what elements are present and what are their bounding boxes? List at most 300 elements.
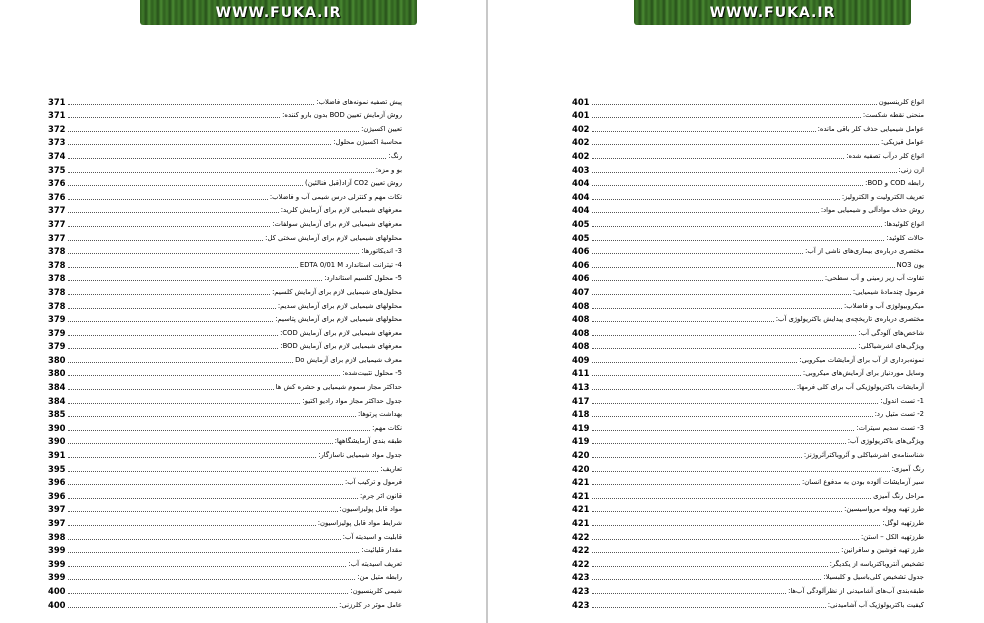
toc-page-number: 404 — [572, 178, 590, 189]
toc-leader-dots — [592, 307, 842, 309]
toc-page-number: 421 — [572, 504, 590, 515]
toc-page-number: 396 — [48, 490, 66, 501]
toc-page-number: 376 — [48, 178, 66, 189]
toc-page-number: 374 — [48, 150, 66, 161]
toc-entry-title: ویژگی‌های اشرشیاکلی: — [858, 342, 924, 351]
toc-leader-dots — [68, 225, 270, 227]
toc-page-number: 377 — [48, 218, 66, 229]
toc-entry-title: طرز تهیه فوشین و سافرانین: — [841, 546, 924, 555]
toc-entry — [48, 297, 402, 311]
toc-leader-dots — [68, 198, 268, 200]
toc-leader-dots — [68, 551, 359, 553]
toc-entry-title: طبقه بندی آزمایشگاهها: — [334, 437, 402, 446]
toc-entry-title: تعریف الکترولیت و الکترولیز: — [841, 192, 924, 201]
toc-page-number: 376 — [48, 191, 66, 202]
toc-entry-title: 5- محلول تثبیت‌شده: — [342, 369, 402, 378]
toc-entry — [572, 365, 924, 379]
toc-page-number: 400 — [48, 599, 66, 610]
toc-page-number: 405 — [572, 232, 590, 243]
toc-entry-title: آزمایشات باکتریولوژیکی آب برای کلی فرمها: — [796, 383, 924, 392]
toc-page-number: 406 — [572, 273, 590, 284]
toc-entry-title: معرفهای شیمیایی لازم برای آزمایش BOD: — [280, 342, 402, 351]
toc-entry — [48, 202, 402, 216]
toc-page-number: 399 — [48, 545, 66, 556]
toc-page-number: 379 — [48, 341, 66, 352]
toc-entry-title: تشخیص آنتروباکتریاسه از یکدیگر: — [829, 559, 924, 568]
toc-leader-dots — [68, 442, 333, 444]
toc-entry — [572, 175, 924, 189]
toc-leader-dots — [592, 524, 880, 526]
toc-leader-dots — [68, 103, 314, 105]
toc-page-number: 397 — [48, 518, 66, 528]
toc-page-number: 398 — [48, 531, 66, 542]
toc-page-number: 408 — [572, 341, 590, 352]
toc-entry — [48, 555, 402, 569]
toc-leader-dots — [592, 470, 890, 472]
toc-entry-title: پیش تصفیه نمونه‌های فاضلاب: — [316, 97, 402, 106]
toc-entry — [572, 283, 924, 297]
toc-entry — [572, 569, 924, 583]
toc-leader-dots — [68, 429, 370, 431]
toc-entry-title: 5- محلول کلسیم استاندارد: — [324, 274, 402, 283]
toc-entry-title: شناسنامه‌ی اشرشیاکلی و آئروباکتر‌آئروژنز: — [803, 451, 924, 460]
toc-entry — [572, 378, 924, 392]
toc-entry-title: مراحل رنگ آمیزی — [873, 491, 924, 500]
toc-entry-title: فرمول چندمادهٔ شیمیایی: — [852, 287, 924, 296]
toc-leader-dots — [68, 347, 278, 349]
toc-leader-dots — [592, 143, 879, 145]
toc-leader-dots — [592, 157, 844, 159]
toc-page-number: 405 — [572, 218, 590, 229]
toc-entry-title: روش آزمایش تعیین BOD بدون بارو کننده: — [282, 111, 402, 120]
toc-entry-title: وسایل موردنیاز برای آزمایش‌های میکروبی: — [802, 369, 924, 378]
toc-leader-dots — [68, 130, 359, 132]
toc-page-number: 411 — [572, 368, 590, 379]
toc-leader-dots — [68, 402, 300, 404]
toc-page-number: 423 — [572, 572, 590, 583]
toc-page-number: 380 — [48, 354, 66, 365]
toc-entry-title: محلولهای شیمیایی لازم برای آزمایش سختی کل: — [265, 233, 402, 242]
toc-entry-title: حالات کلوئید: — [886, 233, 924, 242]
toc-page-number: 406 — [572, 259, 590, 270]
toc-page-number: 419 — [572, 436, 590, 447]
toc-entry-title: محلولهای شیمیایی لازم برای آزمایش پتاسیم: — [275, 315, 402, 324]
toc-page-number: 417 — [572, 395, 590, 406]
toc-entry — [572, 460, 924, 474]
toc-page-number: 379 — [48, 327, 66, 338]
toc-page-number: 379 — [48, 314, 66, 325]
toc-entry — [572, 93, 924, 107]
toc-leader-dots — [68, 184, 303, 186]
toc-leader-dots — [68, 211, 279, 213]
toc-leader-dots — [68, 307, 276, 309]
toc-entry-title: فرمول و ترکیب آب: — [344, 478, 402, 487]
toc-entry — [48, 188, 402, 202]
toc-entry — [572, 433, 924, 447]
toc-leader-dots — [592, 171, 897, 173]
toc-page-number: 402 — [572, 123, 590, 134]
toc-page-number: 404 — [572, 205, 590, 216]
toc-page-number: 421 — [572, 477, 590, 488]
toc-leader-dots — [592, 116, 861, 118]
toc-entry — [572, 120, 924, 134]
toc-leader-dots — [592, 198, 840, 200]
toc-entry — [48, 433, 402, 447]
toc-entry-title: شاخص‌های آلودگی آب: — [858, 328, 924, 337]
toc-page-number: 378 — [48, 246, 66, 257]
toc-entry-title: رنگ: — [388, 151, 402, 160]
toc-page-number: 385 — [48, 409, 66, 420]
toc-entry — [572, 528, 924, 542]
toc-entry — [48, 120, 402, 134]
toc-page-number: 380 — [48, 368, 66, 379]
toc-entry-title: قابلیت و اسیدیته آب: — [342, 532, 402, 541]
toc-page-number: 402 — [572, 137, 590, 148]
toc-entry — [48, 596, 402, 610]
toc-entry — [48, 487, 402, 501]
toc-leader-dots — [68, 592, 348, 594]
toc-entry-title: عوامل شیمیایی حذف کلر باقی مانده: — [817, 124, 924, 133]
toc-leader-dots — [592, 565, 828, 567]
toc-leader-dots — [592, 497, 871, 499]
toc-leader-dots — [68, 483, 343, 485]
toc-entry — [48, 460, 402, 474]
toc-entry — [572, 297, 924, 311]
toc-leader-dots — [592, 266, 895, 268]
toc-leader-dots — [592, 252, 803, 254]
toc-entry — [48, 283, 402, 297]
toc-entry-title: قانون اثر جرم: — [359, 491, 402, 500]
toc-page-number: 390 — [48, 422, 66, 433]
toc-leader-dots — [592, 279, 823, 281]
toc-leader-dots — [592, 225, 882, 227]
toc-leader-dots — [592, 538, 859, 540]
toc-page-number: 423 — [572, 599, 590, 610]
toc-entry — [572, 351, 924, 365]
toc-entry-title: نکات مهم و کنترلی درس شیمی آب و فاضلاب: — [269, 192, 402, 201]
site-banner[interactable] — [140, 0, 417, 25]
toc-entry-title: جدول تشخیص کلی‌باسیل و کلبسیلا: — [823, 573, 924, 582]
toc-entry — [48, 351, 402, 365]
toc-entry — [572, 487, 924, 501]
toc-entry-title: انواع کلر درآب تصفیه شده: — [846, 151, 924, 160]
toc-entry — [48, 324, 402, 338]
toc-entry — [572, 324, 924, 338]
banner-text: WWW.FUKA.IR — [215, 4, 342, 21]
toc-page-number: 401 — [572, 110, 590, 121]
toc-entry-title: طبقه‌بندی آب‌های آشامیدنی از نظرآلودگی آب‌ها: — [788, 586, 924, 595]
toc-leader-dots — [68, 252, 359, 254]
toc-entry-title: مختصری درباره‌ی بیماری‌های ناشی از آب: — [805, 247, 924, 256]
toc-entry-title: طرزتهیه الکل – استن: — [860, 532, 924, 541]
toc-entry-title: ازن زنی: — [898, 165, 924, 174]
toc-entry — [48, 161, 402, 175]
toc-leader-dots — [592, 334, 856, 336]
toc-entry — [48, 338, 402, 352]
toc-leader-dots — [68, 171, 374, 173]
toc-entry — [48, 419, 402, 433]
toc-page-number: 399 — [48, 572, 66, 583]
toc-entry — [572, 596, 924, 610]
toc-entry-title: نکات مهم: — [372, 423, 402, 432]
toc-entry — [572, 542, 924, 556]
toc-entry-title: رابطه متیل من: — [357, 573, 402, 582]
toc-page-number: 401 — [572, 96, 590, 107]
toc-entry-title: عامل موثر در کلرزنی: — [339, 600, 402, 609]
toc-entry-title: کیفیت باکتریولوژیک آب آشامیدنی: — [827, 600, 924, 609]
toc-leader-dots — [592, 184, 863, 186]
toc-page-number: 403 — [572, 164, 590, 175]
toc-page-number: 402 — [572, 150, 590, 161]
toc-entry — [572, 406, 924, 420]
toc-leader-dots — [592, 442, 846, 444]
toc-entry-title: 4- تیترانت استاندارد EDTA 0/01 M — [299, 260, 402, 269]
toc-entry — [572, 256, 924, 270]
toc-entry-title: روش حذف موادآلی و شیمیایی مواد: — [820, 206, 924, 215]
toc-entry-title: جدول حداکثر مجاز مواد رادیو اکتیو: — [302, 396, 402, 405]
toc-page-number: 384 — [48, 382, 66, 393]
toc-page-number: 373 — [48, 137, 66, 148]
toc-page-number: 375 — [48, 164, 66, 175]
toc-entry-title: تعیین اکسیژن: — [361, 124, 402, 133]
toc-leader-dots — [592, 211, 819, 213]
toc-page-number: 422 — [572, 558, 590, 569]
toc-page-number: 378 — [48, 259, 66, 270]
toc-leader-dots — [68, 565, 346, 567]
toc-leader-dots — [68, 606, 337, 608]
toc-page-number: 408 — [572, 300, 590, 311]
toc-leader-dots — [68, 374, 340, 376]
toc-page-number: 377 — [48, 205, 66, 216]
toc-entry — [572, 215, 924, 229]
toc-leader-dots — [592, 402, 878, 404]
toc-page-number: 397 — [48, 504, 66, 515]
toc-entry — [48, 378, 402, 392]
toc-leader-dots — [68, 239, 263, 241]
toc-entry-title: ویژگی‌های باکتریولوژی آب: — [847, 437, 924, 446]
toc-entry — [572, 202, 924, 216]
toc-entry-title: روش تعیین CO2 آزاد(قبل فنالئین) — [305, 179, 402, 188]
toc-leader-dots — [592, 103, 877, 105]
toc-leader-dots — [68, 334, 278, 336]
toc-entry — [48, 147, 402, 161]
toc-leader-dots — [592, 130, 816, 132]
toc-page-number: 421 — [572, 490, 590, 501]
toc-leader-dots — [68, 143, 331, 145]
right-page — [488, 0, 984, 623]
toc-leader-dots — [68, 293, 270, 295]
toc-entry — [48, 365, 402, 379]
toc-leader-dots — [68, 116, 280, 118]
toc-page-number: 408 — [572, 327, 590, 338]
toc-leader-dots — [592, 361, 797, 363]
toc-entry-title: معرف شیمیایی لازم برای آزمایش Do — [295, 355, 402, 364]
toc-entry — [572, 243, 924, 257]
toc-entry — [48, 528, 402, 542]
toc-entry — [572, 582, 924, 596]
toc-page-number: 423 — [572, 585, 590, 596]
toc-page-number: 404 — [572, 191, 590, 202]
toc-entry — [48, 582, 402, 596]
toc-entry — [48, 514, 402, 528]
toc-entry-title: مواد قابل پولیزاسیون: — [339, 505, 402, 514]
toc-entry-title: حداکثر مجاز سموم شیمیایی و حشره کش ها — [275, 383, 402, 392]
toc-entry — [572, 229, 924, 243]
left-page — [0, 0, 487, 623]
toc-entry-title: شیمی کلرینسیون: — [350, 586, 402, 595]
toc-entry — [572, 270, 924, 284]
toc-entry — [48, 93, 402, 107]
toc-leader-dots — [592, 374, 801, 376]
toc-leader-dots — [68, 456, 316, 458]
toc-entry — [572, 188, 924, 202]
toc-leader-dots — [592, 606, 826, 608]
toc-entry-title: انواع کلوئیدها: — [884, 219, 924, 228]
toc-page-number: 422 — [572, 531, 590, 542]
toc-entry-title: مختصری درباره‌ی تاریخچه‌ی پیدایش باکتریولوژی آب: — [775, 315, 924, 324]
toc-page-number: 422 — [572, 545, 590, 556]
toc-leader-dots — [68, 578, 355, 580]
toc-page-number: 378 — [48, 273, 66, 284]
toc-leader-dots — [68, 266, 298, 268]
toc-leader-dots — [68, 157, 386, 159]
toc-entry — [572, 555, 924, 569]
toc-entry-title: شرایط مواد قابل پولیزاسیون: — [317, 519, 402, 527]
toc-entry-title: تفاوت آب زیر زمینی و آب سطحی: — [824, 274, 924, 283]
toc-page-number: 421 — [572, 518, 590, 528]
toc-page-number: 420 — [572, 450, 590, 461]
toc-leader-dots — [68, 388, 274, 390]
toc-entry — [48, 243, 402, 257]
toc-entry-title: محاسبهٔ اکسیژن محلول: — [333, 138, 402, 147]
toc-entry — [572, 419, 924, 433]
toc-entry — [48, 256, 402, 270]
toc-page-number: 378 — [48, 300, 66, 311]
toc-entry-title: رنگ آمیزی: — [891, 464, 924, 473]
toc-entry — [48, 229, 402, 243]
toc-entry — [572, 446, 924, 460]
toc-entry-title: میکروبیولوژی آب و فاضلاب: — [843, 301, 924, 310]
toc-page-number: 407 — [572, 286, 590, 297]
toc-entry-title: معرفهای شیمیایی لازم برای آزمایش سولفات: — [272, 219, 402, 228]
toc-entry — [48, 501, 402, 515]
toc-entry-title: عوامل فیزیکی: — [880, 138, 924, 147]
toc-page-number: 406 — [572, 246, 590, 257]
table-of-contents — [572, 93, 924, 610]
toc-entry-title: محلولهای شیمیایی لازم برای آزمایش سدیم: — [277, 301, 402, 310]
toc-entry-title: انواع کلرینسیون — [878, 97, 924, 106]
toc-leader-dots — [68, 361, 293, 363]
toc-entry — [48, 474, 402, 488]
toc-entry-title: تعاریف: — [380, 464, 402, 473]
toc-page-number: 372 — [48, 123, 66, 134]
toc-entry-title: طرزتهیه لوگل: — [882, 519, 924, 527]
toc-entry — [48, 392, 402, 406]
table-of-contents — [48, 93, 402, 610]
toc-entry — [572, 147, 924, 161]
toc-entry — [48, 542, 402, 556]
toc-leader-dots — [592, 483, 800, 485]
toc-entry — [572, 107, 924, 121]
toc-leader-dots — [68, 320, 273, 322]
toc-leader-dots — [68, 524, 316, 526]
toc-entry — [48, 107, 402, 121]
toc-leader-dots — [592, 239, 884, 241]
toc-leader-dots — [68, 497, 358, 499]
toc-leader-dots — [68, 279, 322, 281]
toc-page-number: 418 — [572, 409, 590, 420]
toc-leader-dots — [592, 415, 873, 417]
toc-entry-title: محلول‌های شیمیایی لازم برای آزمایش کلسیم: — [272, 287, 402, 296]
toc-entry-title: معرفهای شیمیایی لازم برای آزمایش کلرید: — [280, 206, 402, 215]
toc-entry-title: مقدار قلیائیت: — [361, 546, 402, 555]
toc-entry-title: نمونه‌برداری از آب برای آزمایشات میکروبی: — [799, 355, 924, 364]
toc-entry-title: منحنی نقطه شکست: — [862, 111, 924, 120]
toc-entry-title: طرز تهیه ویوله مرواسیسین: — [844, 505, 924, 514]
toc-page-number: 420 — [572, 463, 590, 474]
toc-page-number: 413 — [572, 382, 590, 393]
toc-page-number: 390 — [48, 436, 66, 447]
site-banner[interactable] — [634, 0, 911, 25]
toc-page-number: 408 — [572, 314, 590, 325]
toc-entry — [572, 514, 924, 528]
toc-leader-dots — [592, 388, 795, 390]
toc-page-number: 371 — [48, 96, 66, 107]
toc-leader-dots — [592, 347, 856, 349]
toc-leader-dots — [592, 456, 802, 458]
toc-entry — [572, 134, 924, 148]
toc-entry-title: 3- اندیکاتورها: — [361, 247, 402, 256]
toc-page-number: 400 — [48, 585, 66, 596]
toc-entry — [572, 474, 924, 488]
toc-leader-dots — [68, 415, 356, 417]
toc-leader-dots — [68, 470, 378, 472]
banner-text: WWW.FUKA.IR — [709, 4, 836, 21]
toc-page-number: 371 — [48, 110, 66, 121]
toc-entry — [572, 501, 924, 515]
toc-leader-dots — [592, 592, 786, 594]
toc-page-number: 384 — [48, 395, 66, 406]
toc-page-number: 399 — [48, 558, 66, 569]
toc-entry — [572, 392, 924, 406]
toc-entry-title: جدول مواد شیمیایی ناسازگار: — [318, 451, 402, 460]
toc-page-number: 395 — [48, 463, 66, 474]
toc-entry-title: 1- تست اندول: — [880, 396, 924, 405]
toc-entry — [48, 215, 402, 229]
toc-page-number: 391 — [48, 450, 66, 461]
toc-leader-dots — [68, 538, 341, 540]
toc-entry-title: 2- تست متیل رد: — [874, 410, 924, 419]
toc-leader-dots — [592, 320, 774, 322]
toc-entry-title: 3- تست سدیم سیترات: — [856, 423, 924, 432]
toc-entry-title: بو و مزه: — [375, 165, 402, 174]
toc-entry-title: معرفهای شیمیایی لازم برای آزمایش COD: — [280, 328, 402, 337]
toc-entry — [572, 161, 924, 175]
toc-page-number: 396 — [48, 477, 66, 488]
toc-leader-dots — [592, 578, 821, 580]
toc-entry — [48, 406, 402, 420]
toc-leader-dots — [592, 551, 839, 553]
toc-leader-dots — [68, 510, 338, 512]
toc-leader-dots — [592, 293, 851, 295]
toc-entry-title: تعریف اسیدیته آب: — [348, 559, 402, 568]
toc-entry-title: سیر آزمایشات آلوده بودن به مدفوع انسان: — [801, 478, 924, 487]
toc-page-number: 377 — [48, 232, 66, 243]
toc-leader-dots — [592, 510, 842, 512]
toc-entry-title: رابطه COD و BOD: — [865, 179, 924, 188]
toc-page-number: 419 — [572, 422, 590, 433]
toc-entry — [48, 569, 402, 583]
